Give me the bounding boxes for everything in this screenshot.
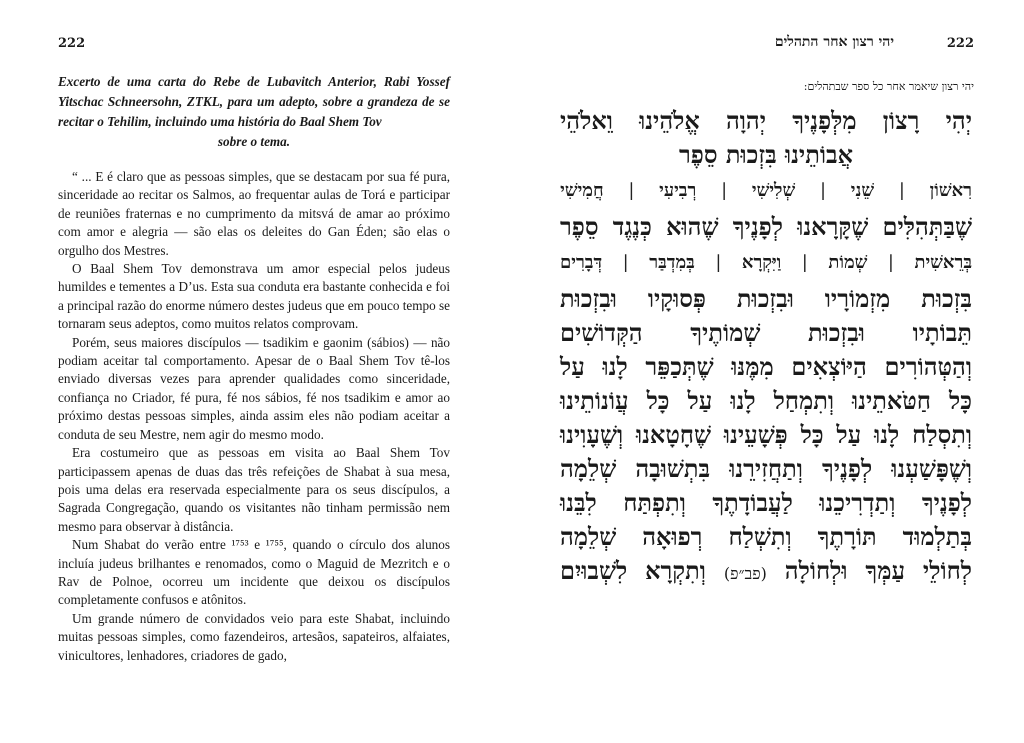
prayer-subheading: יהי רצון שיאמר אחר כל ספר שבתהלים: [803, 80, 974, 93]
prayer-text [560, 104, 972, 591]
book-option: שֵׁנִי [850, 180, 875, 201]
paragraph: O Baal Shem Tov demonstrava um amor especial pelos judeus humildes e tementes a D’us. Esta sua conduta era bastante conhecida e foi a principal razão do enorme número destes judeus que em pouco tempo se tornaram seus adeptos, como muitos relatos comprovam. [58, 261, 450, 332]
paragraph: “ ... E é claro que as pessoas simples, que se destacam por sua fé pura, sinceridade ao recitar os Salmos, ao frequentar aulas de Torá e participar de reuniões fraternas e no cumprimento da mitsvá de amar ao próximo com amor e alegria — são elas os deleites do Gan Éden; são elas o orgulho dos Mestres. [58, 169, 450, 258]
body-text [58, 168, 450, 665]
book-number-row: רִאשׁוֹן | שֵׁנִי | שְׁלִישִׁי | רְבִיעִי | חֲמִישִׁי [560, 174, 972, 208]
prayer-line: וְתִסְלַח לָנוּ עַל כָּל פְּשָׁעֵינוּ שֶׁחָטָאנוּ וְשֶׁעָוִינוּ [560, 420, 972, 449]
prayer-line: וְהַטְּהוֹרִים הַיּוֹצְאִים מִמֶּנּוּ שֶׁתְּכַפֵּר לָנוּ עַל [560, 352, 972, 381]
intro-line: Excerto de uma carta do Rebe de Lubavitch Anterior, Rabi Yossef [58, 74, 450, 89]
prayer-fragment: וְתִקְרָא לִשְׁבוּיִם [560, 556, 706, 585]
prayer-line: יְהִי רָצוֹן מִלְּפָנֶיךָ יְהוָה אֱלֹהֵינוּ וֵאלֹהֵי [560, 106, 972, 135]
prayer-line: בְּתַלְמוּד תּוֹרָתֶךָ וְתִשְׁלַח רְפוּאָה שְׁלֵמָה [560, 522, 972, 551]
book-option: וַיִּקְרָא [741, 252, 782, 273]
intro-line: Yitschac Schneersohn, ZTKL, para um adepto, sobre a grandeza [58, 94, 418, 109]
page-number: 222 [58, 36, 86, 51]
prayer-line: וְשֶׁפָּשַׁעְנוּ לְפָנֶיךָ וְתַחֲזִירֵנוּ בִּתְשׁוּבָה שְׁלֵמָה [560, 454, 972, 483]
running-head: יהי רצון אחר התהלים [774, 34, 894, 50]
prayer-line: שֶׁבַּתְּהִלִּים שֶׁקָּרָאנוּ לְפָנֶיךָ שֶׁהוּא כְּנֶגֶד סֵפֶר [560, 212, 972, 241]
book-option: רִאשׁוֹן [929, 180, 972, 201]
torah-book-row: בְּרֵאשִׁית | שְׁמוֹת | וַיִּקְרָא | בְּמִדְבַּר | דְּבָרִים [560, 246, 972, 280]
book-option: בְּרֵאשִׁית [914, 252, 972, 273]
prayer-line: בִּזְכוּת מִזְמוֹרָיו וּבִזְכוּת פְּסוּקָיו וּבִזְכוּת [560, 284, 972, 313]
name-placeholder: (פב״פ) [723, 564, 767, 583]
prayer-fragment: לְחוֹלֵי עַמְּךָ וּלְחוֹלָה [784, 556, 973, 585]
prayer-line: תֵּבוֹתָיו וּבִזְכוּת שְׁמוֹתֶיךָ הַקְּדוֹשִׁים [560, 318, 972, 347]
paragraph: Porém, seus maiores discípulos — tsadikim e gaonim (sábios) — não podiam aceitar tal comportamento. Apesar de o Baal Shem Tov tê-los enviado diversas vezes para aprender qualidades como sinceridade, confiança no Criador, fé pura, fé nos sábios, fé nos tsadikim e amor ao próximo destas pessoas simples, ainda assim eles não podiam aceitar a conduta de seu Mestre, nem agir do mesmo modo. [58, 334, 450, 442]
paragraph: Um grande número de convidados veio para este Shabat, incluindo muitas pessoas simples, como fazendeiros, artesãos, sapateiros, alfaiates, vinicultores, lenhadores, criadores de gado, [58, 610, 450, 663]
prayer-line: לְפָנֶיךָ וְתַדְרִיכֵנוּ לַעֲבוֹדָתֶךָ וְתִפְתַּח לִבֵּנוּ [560, 488, 972, 517]
page-number: 222 [946, 36, 974, 51]
book-option: בְּמִדְבַּר [649, 252, 695, 273]
right-page [512, 0, 1024, 743]
prayer-line: אֲבוֹתֵינוּ בִּזְכוּת סֵפֶר [679, 140, 853, 169]
book-option: שְׁמוֹת [828, 252, 868, 273]
paragraph: Num Shabat do verão entre ¹⁷⁵³ e ¹⁷⁵⁵, quando o círculo dos alunos incluía judeus brilhantes e renomados, como o Maguid de Mezritch e o Rav de Polnoe, ocorreu um incidente que deixou os discípulos completamente confusos e atônitos. [58, 537, 450, 608]
intro-line: sobre o tema. [217, 134, 291, 149]
book-option: דְּבָרִים [560, 252, 603, 273]
prayer-line: כָּל חַטֹּאתֵינוּ וְתִמְחַל לָנוּ עַל כָּל עֲוֹנוֹתֵינוּ [560, 386, 972, 415]
book-option: חֲמִישִׁי [560, 180, 604, 201]
prayer-line-last [560, 554, 972, 591]
book-option: רְבִיעִי [659, 180, 697, 201]
intro-heading [58, 70, 450, 152]
paragraph: Era costumeiro que as pessoas em visita ao Baal Shem Tov participassem apenas de duas das três refeições de Shabat à sua mesa, pois uma delas era reservada especialmente para os seus discípulos, a Sagrada Congregação, quando os visitantes não tinham permissão nem mesmo para observar à distância. [58, 445, 450, 534]
intro-line: de se recitar o Tehilim, incluindo uma história do Baal Shem Tov [58, 94, 451, 129]
book-option: שְׁלִישִׁי [751, 180, 796, 201]
